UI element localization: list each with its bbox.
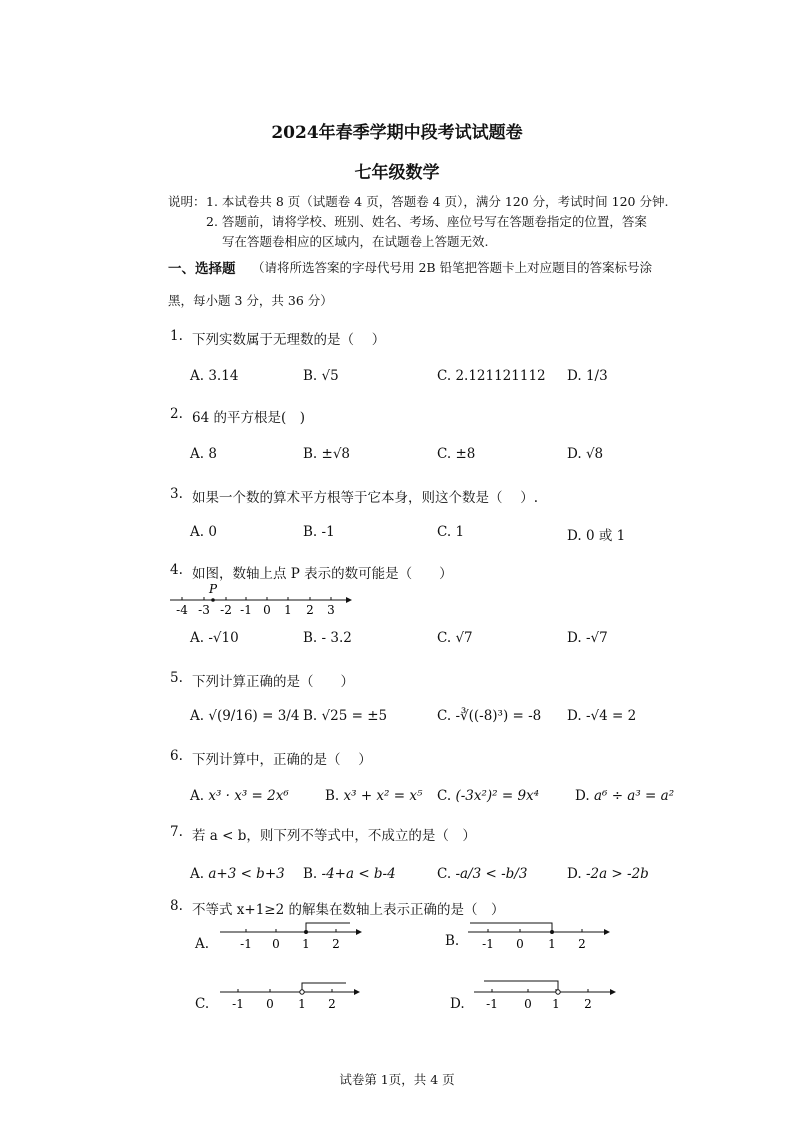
q5-option-d-text: -√4 = 2 — [585, 708, 637, 724]
q4-tick-label-0: -4 — [176, 603, 188, 617]
q6-option-a: A. x³ · x³ = 2x⁶ — [190, 788, 289, 804]
question-7-stem: 若 a < b，则下列不等式中，不成立的是（ ） — [192, 828, 476, 844]
q7-option-c: C. -a/3 < -b/3 — [437, 866, 528, 882]
q4-tick-label-7: 3 — [327, 603, 335, 617]
question-3-stem: 如果一个数的算术平方根等于它本身，则这个数是（ ）. — [192, 490, 539, 506]
q8d-tick-label-0: -1 — [486, 997, 498, 1011]
q1-option-c-text: 2.121121112 — [455, 368, 546, 384]
q4-tick-label-3: -1 — [240, 603, 252, 617]
notes-line-3: 写在答题卷相应的区域内，在试题卷上答题无效. — [222, 234, 489, 249]
q1-option-a-text: 3.14 — [208, 368, 239, 384]
q6-option-d: D. a⁶ ÷ a³ = a² — [575, 788, 675, 804]
question-5-stem: 下列计算正确的是（ ） — [192, 674, 354, 690]
q1-option-a: A. 3.14 — [190, 368, 239, 384]
q6-option-b: B. x³ + x² = x⁵ — [325, 788, 423, 804]
question-8-number: 8. — [170, 898, 183, 914]
q6-option-b-text: x³ + x² = x⁵ — [343, 788, 423, 804]
q8b-tick-label-0: -1 — [482, 937, 494, 951]
q8-option-c-graph — [218, 978, 368, 1018]
section-instruction-1: （请将所选答案的字母代号用 2B 铅笔把答题卡上对应题目的答案标号涂 — [252, 260, 653, 275]
q4-tick-label-1: -3 — [198, 603, 210, 617]
q8a-solution-bracket — [306, 923, 350, 932]
q6-option-d-text: a⁶ ÷ a³ = a² — [593, 788, 675, 804]
q7-option-d-text: -2a > -2b — [585, 866, 649, 882]
q6-option-c-text: (-3x²)² = 9x⁴ — [455, 788, 540, 804]
q2-option-d: D. √8 — [567, 446, 604, 462]
section-heading: 一、选择题 — [168, 261, 236, 277]
q4-axis-arrow — [346, 597, 352, 603]
question-5-number: 5. — [170, 670, 183, 686]
q8d-solution-bracket — [484, 981, 558, 992]
q2-option-a-text: 8 — [208, 446, 217, 462]
q2-option-c: C. ±8 — [437, 446, 476, 462]
q1-option-b: B. √5 — [303, 368, 339, 384]
q3-option-a: A. 0 — [190, 524, 217, 540]
q4-tick-label-4: 0 — [263, 603, 271, 617]
q4-option-d-text: -√7 — [585, 630, 608, 646]
notes-line-2: 2. 答题前，请将学校、班别、姓名、考场、座位号写在答题卷指定的位置，答案 — [206, 214, 647, 229]
q5-option-d: D. -√4 = 2 — [567, 708, 637, 724]
question-2-stem: 64 的平方根是( ) — [192, 410, 306, 426]
question-1-stem: 下列实数属于无理数的是（ ） — [192, 332, 386, 348]
q5-option-c-text: -∛((-8)³) = -8 — [455, 708, 542, 724]
question-6-number: 6. — [170, 748, 183, 764]
q8-option-b-graph — [466, 918, 616, 958]
q4-number-line — [166, 578, 356, 618]
q8d-tick-label-3: 2 — [584, 997, 592, 1011]
q8-option-c-label: C. — [195, 996, 210, 1012]
q8a-tick-label-0: -1 — [240, 937, 252, 951]
q2-option-c-text: ±8 — [455, 446, 476, 462]
q7-option-b-text: -4+a < b-4 — [321, 866, 396, 882]
q4-tick-label-5: 1 — [284, 603, 292, 617]
q8d-tick-label-2: 1 — [552, 997, 560, 1011]
q5-option-a: A. √(9/16) = 3/4 — [190, 708, 300, 724]
question-8-stem: 不等式 x+1≥2 的解集在数轴上表示正确的是（ ） — [192, 902, 505, 918]
q8c-tick-label-2: 1 — [298, 997, 306, 1011]
q4-option-b-text: - 3.2 — [321, 630, 352, 646]
q2-option-a: A. 8 — [190, 446, 217, 462]
q1-option-d-text: 1/3 — [585, 368, 608, 384]
q8b-tick-label-3: 2 — [578, 937, 586, 951]
q8b-solution-bracket — [470, 923, 552, 932]
q6-option-a-text: x³ · x³ = 2x⁶ — [208, 788, 289, 804]
q2-option-d-text: √8 — [585, 446, 604, 462]
q8b-axis-arrow — [604, 929, 610, 935]
q7-option-d: D. -2a > -2b — [567, 866, 649, 882]
q5-option-b: B. √25 = ±5 — [303, 708, 388, 724]
q4-option-c-text: √7 — [455, 630, 473, 646]
q8a-tick-label-2: 1 — [302, 937, 310, 951]
q7-option-c-text: -a/3 < -b/3 — [455, 866, 528, 882]
q8a-tick-label-1: 0 — [272, 937, 280, 951]
q3-option-d: D. 0 或 1 — [567, 528, 626, 544]
q3-option-c: C. 1 — [437, 524, 465, 540]
q6-option-c: C. (-3x²)² = 9x⁴ — [437, 788, 540, 804]
q8-option-d-label: D. — [450, 996, 465, 1012]
q1-option-b-text: √5 — [321, 368, 339, 384]
q8c-solution-bracket — [302, 983, 346, 992]
question-2-number: 2. — [170, 406, 183, 422]
q3-option-d-text: 0 或 1 — [585, 528, 626, 544]
question-4-number: 4. — [170, 562, 183, 578]
notes-line-1: 1. 本试卷共 8 页（试题卷 4 页，答题卷 4 页），满分 120 分，考试时间 120 分钟. — [206, 194, 669, 209]
q8c-tick-label-3: 2 — [328, 997, 336, 1011]
q7-option-a: A. a+3 < b+3 — [190, 866, 285, 882]
q1-option-c: C. 2.121121112 — [437, 368, 546, 384]
q8d-tick-label-1: 0 — [524, 997, 532, 1011]
q5-option-b-text: √25 = ±5 — [321, 708, 388, 724]
q8-option-b-label: B. — [445, 933, 460, 949]
q7-option-a-text: a+3 < b+3 — [208, 866, 285, 882]
q8d-open-endpoint — [556, 990, 560, 994]
q8c-axis-arrow — [354, 989, 360, 995]
q8c-tick-label-0: -1 — [232, 997, 244, 1011]
q8-option-d-graph — [472, 976, 622, 1016]
q4-option-b: B. - 3.2 — [303, 630, 352, 646]
q8-option-a-graph — [218, 918, 368, 958]
q4-option-a: A. -√10 — [190, 630, 239, 646]
q4-point-label: P — [209, 582, 218, 596]
q4-option-a-text: -√10 — [208, 630, 239, 646]
question-7-number: 7. — [170, 824, 183, 840]
q4-tick-label-6: 2 — [306, 603, 314, 617]
q4-option-d: D. -√7 — [567, 630, 608, 646]
q3-option-c-text: 1 — [455, 524, 465, 540]
question-3-number: 3. — [170, 486, 183, 502]
q8a-tick-label-3: 2 — [332, 937, 340, 951]
page-footer: 试卷第 1页，共 4 页 — [339, 1072, 455, 1087]
q3-option-b: B. -1 — [303, 524, 335, 540]
q3-option-b-text: -1 — [321, 524, 335, 540]
question-1-number: 1. — [170, 328, 183, 344]
q2-option-b: B. ±√8 — [303, 446, 351, 462]
question-4-stem: 如图，数轴上点 P 表示的数可能是（ ） — [192, 566, 453, 582]
notes-label: 说明： — [168, 194, 206, 209]
q4-point-p — [211, 598, 215, 602]
question-6-stem: 下列计算中，正确的是（ ） — [192, 752, 372, 768]
q4-option-c: C. √7 — [437, 630, 473, 646]
q7-option-b: B. -4+a < b-4 — [303, 866, 396, 882]
q3-option-a-text: 0 — [208, 524, 217, 540]
q1-option-d: D. 1/3 — [567, 368, 608, 384]
q8a-solid-endpoint — [304, 930, 308, 934]
q8-option-a-label: A. — [195, 936, 210, 952]
q4-tick-label-2: -2 — [220, 603, 232, 617]
q8a-axis-arrow — [356, 929, 362, 935]
page-subtitle: 七年级数学 — [354, 163, 440, 183]
q8b-tick-label-1: 0 — [516, 937, 524, 951]
q5-option-c: C. -∛((-8)³) = -8 — [437, 708, 542, 724]
q8c-open-endpoint — [300, 990, 304, 994]
q8d-axis-arrow — [610, 989, 616, 995]
q5-option-a-text: √(9/16) = 3/4 — [208, 708, 300, 724]
q8c-tick-label-1: 0 — [266, 997, 274, 1011]
section-instruction-2: 黑，每小题 3 分，共 36 分） — [168, 293, 333, 308]
page-title: 2024年春季学期中段考试试题卷 — [271, 123, 523, 143]
q2-option-b-text: ±√8 — [321, 446, 351, 462]
q8b-tick-label-2: 1 — [548, 937, 556, 951]
q8b-solid-endpoint — [550, 930, 554, 934]
